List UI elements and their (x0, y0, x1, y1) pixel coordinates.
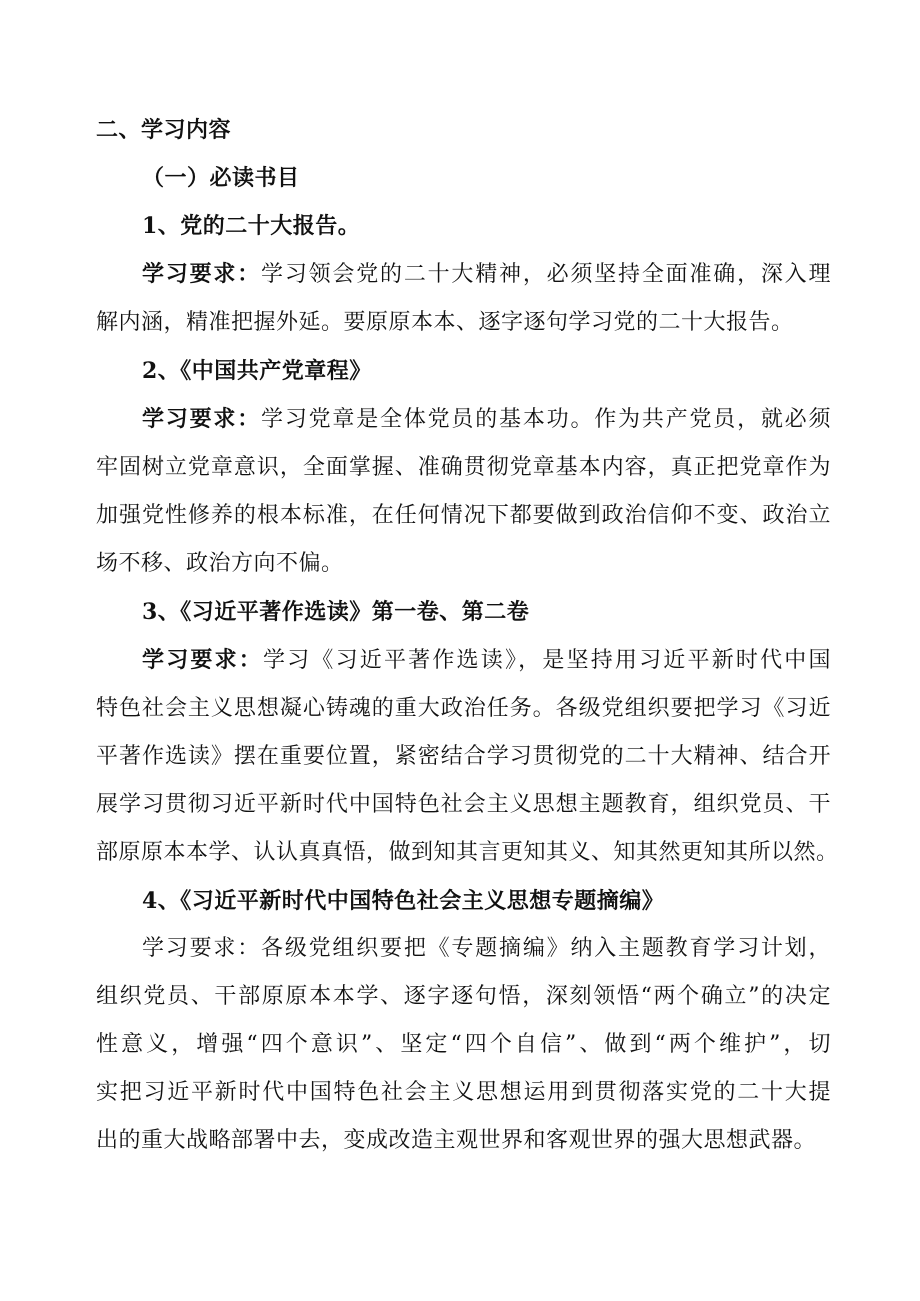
item-4-requirement-line-4: 实把习近平新时代中国特色社会主义思想运用到贯彻落实党的二十大提 (96, 1080, 831, 1105)
item-1-requirement-text-1: 学习领会党的二十大精神，必须坚持全面准确，深入理 (261, 262, 831, 287)
item-4-requirement-label: 学习要求： (142, 936, 262, 961)
item-3-requirement-line-5: 部原原本本学、认认真真悟，做到知其言更知其义、知其然更知其所以然。 (96, 840, 839, 865)
item-2-requirement-line-4: 场不移、政治方向不偏。 (96, 551, 344, 576)
item-2-requirement-line-3: 加强党性修养的根本标准，在任何情况下都要做到政治信仰不变、政治立 (96, 503, 831, 528)
item-2-requirement-line-2: 牢固树立党章意识，全面掌握、准确贯彻党章基本内容，真正把党章作为 (96, 455, 831, 480)
item-3-requirement-line-2: 特色社会主义思想凝心铸魂的重大政治任务。各级党组织要把学习《习近 (96, 696, 831, 721)
item-2-title: 2、《中国共产党章程》 (142, 358, 372, 384)
item-4-requirement-line-3: 性意义，增强“四个意识”、坚定“四个自信”、做到“两个维护”，切 (96, 1032, 831, 1057)
item-3-title: 3、《习近平著作选读》第一卷、第二卷 (142, 599, 530, 625)
item-3-requirement-line-3: 平著作选读》摆在重要位置，紧密结合学习贯彻党的二十大精神、结合开 (96, 744, 831, 769)
document-body (96, 106, 839, 1165)
item-1-requirement-label: 学习要求： (142, 261, 262, 287)
item-1-title: 1、党的二十大报告。 (142, 213, 361, 239)
item-4-requirement-line-5: 出的重大战略部署中去，变成改造主观世界和客观世界的强大思想武器。 (96, 1128, 817, 1153)
item-1-requirement-line-2: 解内涵，精准把握外延。要原原本本、逐字逐句学习党的二十大报告。 (96, 310, 794, 335)
subsection-heading: （一）必读书目 (142, 165, 300, 191)
item-4-requirement-line-1 (96, 925, 831, 973)
item-4-requirement-text-1: 各级党组织要把《专题摘编》纳入主题教育学习计划， (261, 936, 831, 961)
item-3-requirement-line-4: 展学习贯彻习近平新时代中国特色社会主义思想主题教育，组织党员、干 (96, 792, 831, 817)
item-2-requirement-text-1: 学习党章是全体党员的基本功。作为共产党员，就必须 (261, 407, 831, 432)
item-1-requirement-line-1 (96, 250, 831, 299)
item-3-requirement-line-1 (96, 636, 831, 685)
section-heading: 二、学习内容 (96, 117, 232, 143)
item-3-requirement-text-1: 学习《习近平著作选读》，是坚持用习近平新时代中国 (262, 648, 831, 673)
item-3-requirement-label: 学习要求： (142, 647, 263, 673)
item-4-requirement-line-2: 组织党员、干部原原本本学、逐字逐句悟，深刻领悟“两个确立”的决定 (96, 984, 831, 1009)
item-2-requirement-label: 学习要求： (142, 406, 262, 432)
item-2-requirement-line-1 (96, 395, 831, 444)
item-4-title: 4、《习近平新时代中国特色社会主义思想专题摘编》 (142, 888, 665, 914)
